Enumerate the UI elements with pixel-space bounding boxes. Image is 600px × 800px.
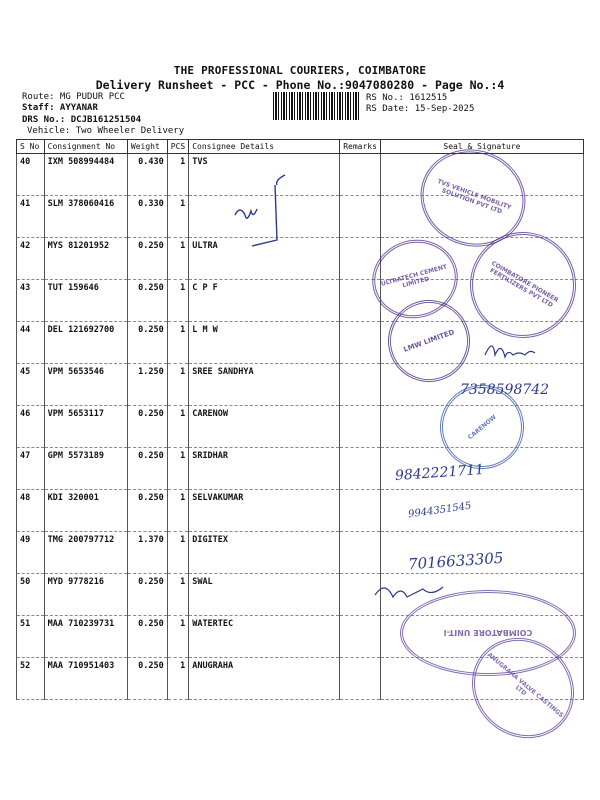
- phone-48: 9944351545: [407, 500, 473, 521]
- row-sno: 40: [17, 154, 45, 196]
- row-weight: 0.430: [127, 154, 167, 196]
- row-remarks: [340, 154, 381, 196]
- row-remarks: [340, 364, 381, 406]
- row-weight: 0.250: [127, 238, 167, 280]
- carenow-stamp: CARENOW: [423, 368, 541, 486]
- row-remarks: [340, 406, 381, 448]
- row-consignee: CARENOW: [189, 406, 340, 448]
- row-weight: 0.250: [127, 322, 167, 364]
- route-label: Route: MG PUDUR PCC: [22, 92, 125, 102]
- row-consignment-no: VPM 5653546: [44, 364, 127, 406]
- row-pcs: 1: [167, 658, 188, 700]
- row-consignee: SRIDHAR: [189, 448, 340, 490]
- row-consignment-no: MYS 81201952: [44, 238, 127, 280]
- row-consignee: ANUGRAHA: [189, 658, 340, 700]
- row-consignment-no: VPM 5653117: [44, 406, 127, 448]
- row-consignment-no: KDI 320001: [44, 490, 127, 532]
- row-consignment-no: MYD 9778216: [44, 574, 127, 616]
- row-sno: 47: [17, 448, 45, 490]
- row-sno: 46: [17, 406, 45, 448]
- row-remarks: [340, 490, 381, 532]
- row-consignment-no: TUT 159646: [44, 280, 127, 322]
- row-consignee: WATERTEC: [189, 616, 340, 658]
- table-row: [17, 490, 584, 532]
- row-weight: 0.250: [127, 574, 167, 616]
- row-sno: 44: [17, 322, 45, 364]
- row-pcs: 1: [167, 616, 188, 658]
- row-sno: 43: [17, 280, 45, 322]
- row-sno: 42: [17, 238, 45, 280]
- row-consignee: SREE SANDHYA: [189, 364, 340, 406]
- row-consignment-no: MAA 710951403: [44, 658, 127, 700]
- row-weight: 0.330: [127, 196, 167, 238]
- row-consignee: SELVAKUMAR: [189, 490, 340, 532]
- tvs-stamp: TVS VEHICLE MOBILITY SOLUTION PVT LTD: [407, 135, 539, 261]
- signature-41: [225, 160, 305, 250]
- row-consignment-no: MAA 710239731: [44, 616, 127, 658]
- unit-stamp: COIMBATORE UNIT-I: [400, 590, 576, 676]
- anugraha-stamp: ANUGRAHA VALVE CASTINGS LTD: [452, 617, 595, 759]
- company-title: THE PROFESSIONAL COURIERS, COIMBATORE: [173, 64, 427, 77]
- signature-50: [370, 575, 450, 605]
- row-consignee: L M W: [189, 322, 340, 364]
- table-header: [17, 140, 584, 154]
- col-seal: Seal & Signature: [380, 140, 583, 154]
- row-weight: 0.250: [127, 280, 167, 322]
- col-weight: Weight: [127, 140, 167, 154]
- pioneer-stamp: COIMBATORE PIONEER FERTILIZERS PVT LTD: [451, 213, 596, 358]
- row-pcs: 1: [167, 574, 188, 616]
- row-weight: 0.250: [127, 406, 167, 448]
- row-remarks: [340, 448, 381, 490]
- signature-44: [480, 335, 540, 365]
- row-pcs: 1: [167, 490, 188, 532]
- row-remarks: [340, 532, 381, 574]
- row-sno: 48: [17, 490, 45, 532]
- row-consignee: TVS: [189, 154, 340, 196]
- row-pcs: 1: [167, 154, 188, 196]
- row-remarks: [340, 658, 381, 700]
- row-pcs: 1: [167, 532, 188, 574]
- row-pcs: 1: [167, 322, 188, 364]
- row-sno: 45: [17, 364, 45, 406]
- row-weight: 1.250: [127, 364, 167, 406]
- row-weight: 0.250: [127, 490, 167, 532]
- phone-47: 9842221711: [394, 461, 485, 485]
- rs-date: RS Date: 15-Sep-2025: [366, 104, 475, 114]
- row-consignment-no: DEL 121692700: [44, 322, 127, 364]
- row-consignment-no: SLM 378060416: [44, 196, 127, 238]
- row-sno: 41: [17, 196, 45, 238]
- row-pcs: 1: [167, 364, 188, 406]
- row-pcs: 1: [167, 406, 188, 448]
- row-consignee: ULTRA: [189, 238, 340, 280]
- staff-label: Staff: AYYANAR: [22, 103, 98, 113]
- drs-label: DRS No.: DCJB161251504: [22, 115, 142, 125]
- row-consignee: SWAL: [189, 574, 340, 616]
- ultratech-stamp: ULTRATECH CEMENT LIMITED: [363, 230, 466, 328]
- row-pcs: 1: [167, 280, 188, 322]
- col-consignment: Consignment No: [44, 140, 127, 154]
- row-consignment-no: GPM 5573189: [44, 448, 127, 490]
- row-weight: 1.370: [127, 532, 167, 574]
- vehicle-label: Vehicle: Two Wheeler Delivery: [27, 126, 185, 136]
- rs-number: RS No.: 1612515: [366, 93, 448, 103]
- col-remarks: Remarks: [340, 140, 381, 154]
- row-remarks: [340, 322, 381, 364]
- row-sno: 52: [17, 658, 45, 700]
- phone-46: 7358598742: [460, 382, 550, 398]
- row-sno: 51: [17, 616, 45, 658]
- row-consignee: DIGITEX: [189, 532, 340, 574]
- lmw-stamp: LMW LIMITED: [376, 288, 481, 393]
- row-consignee: C P F: [189, 280, 340, 322]
- row-pcs: 1: [167, 238, 188, 280]
- row-remarks: [340, 616, 381, 658]
- row-remarks: [340, 196, 381, 238]
- row-consignment-no: IXM 508994484: [44, 154, 127, 196]
- barcode: [273, 92, 361, 120]
- row-weight: 0.250: [127, 658, 167, 700]
- row-sno: 49: [17, 532, 45, 574]
- runsheet-subtitle: Delivery Runsheet - PCC - Phone No.:9047080280 - Page No.:4: [95, 78, 505, 92]
- phone-49: 7016633305: [407, 548, 504, 574]
- col-consignee: Consignee Details: [189, 140, 340, 154]
- col-sno: S No: [17, 140, 45, 154]
- row-pcs: 1: [167, 448, 188, 490]
- row-weight: 0.250: [127, 448, 167, 490]
- col-pcs: PCS: [167, 140, 188, 154]
- row-sno: 50: [17, 574, 45, 616]
- row-pcs: 1: [167, 196, 188, 238]
- row-weight: 0.250: [127, 616, 167, 658]
- row-consignment-no: TMG 200797712: [44, 532, 127, 574]
